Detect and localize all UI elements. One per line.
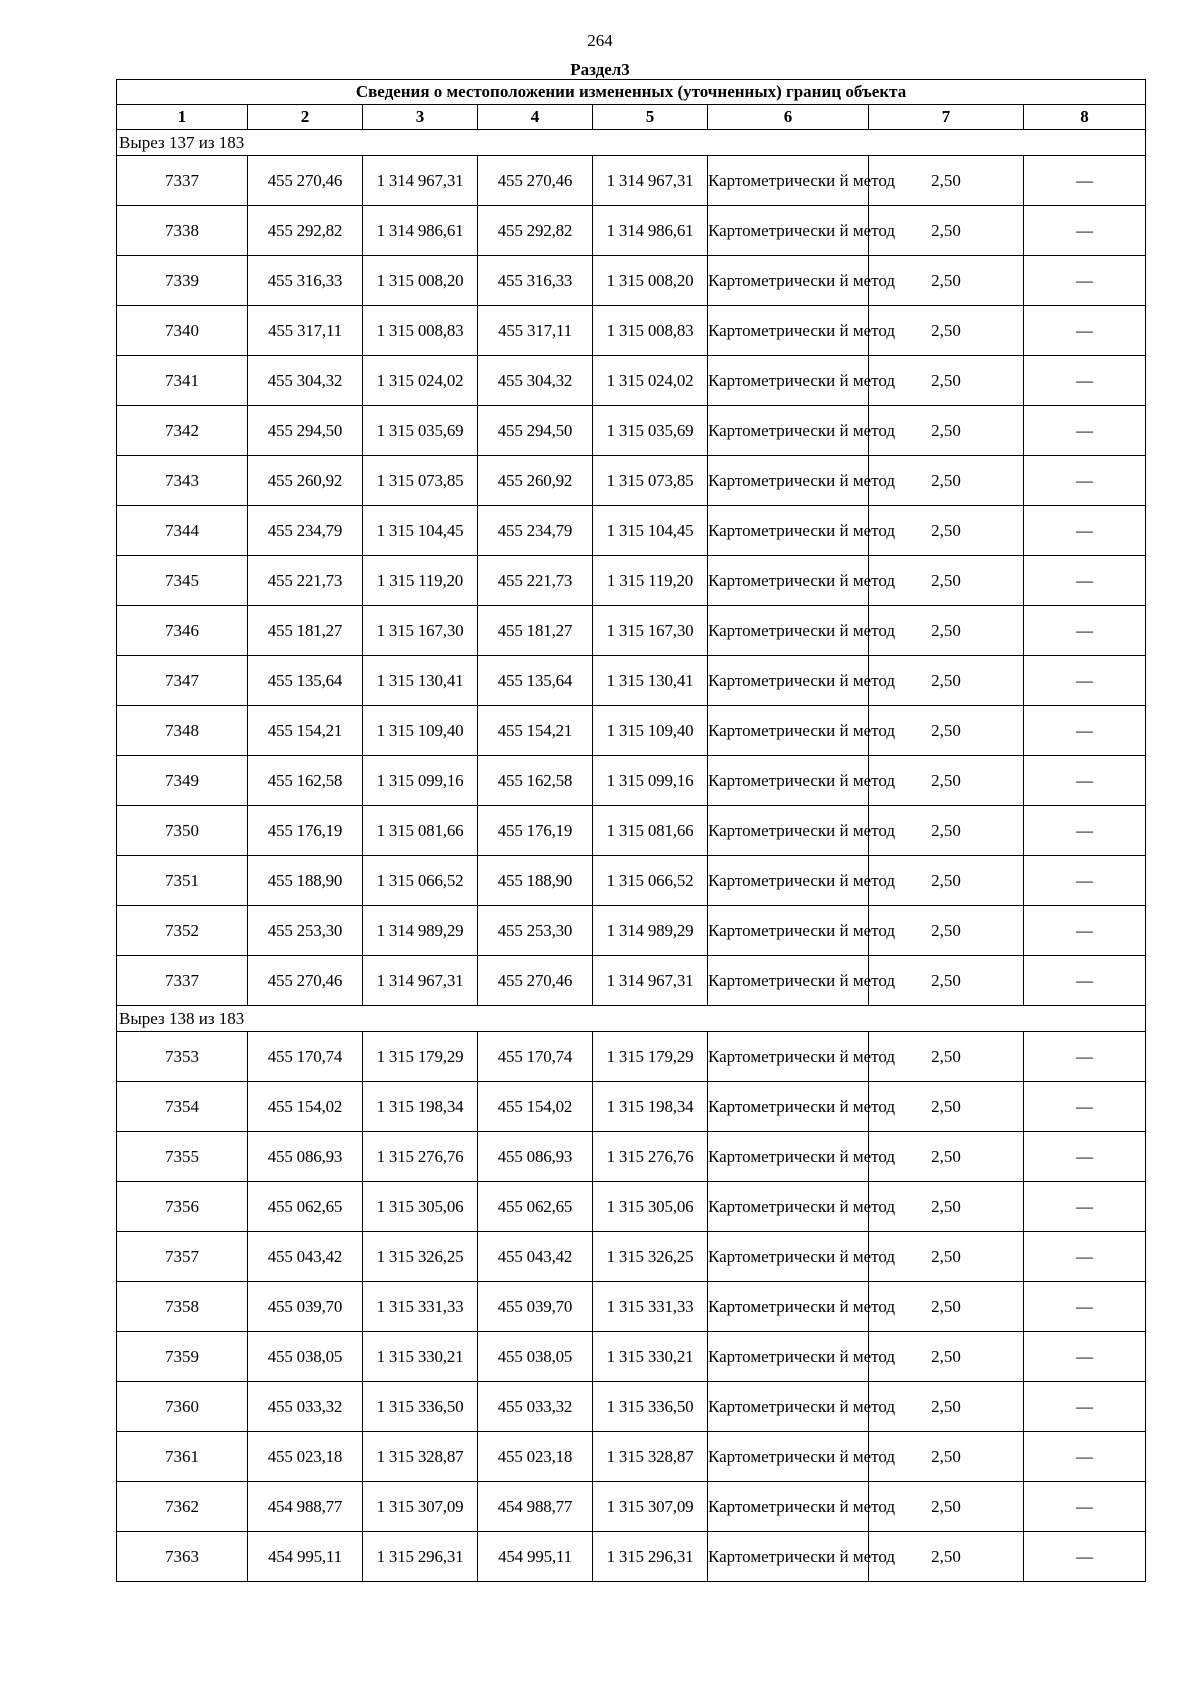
note-cell: — — [1024, 1282, 1146, 1332]
method-cell: Картометрически й метод — [708, 706, 869, 756]
x-existing-cell: 455 039,70 — [248, 1282, 363, 1332]
table-row — [117, 856, 1146, 906]
point-number-cell: 7347 — [117, 656, 248, 706]
note-cell: — — [1024, 906, 1146, 956]
x-new-cell: 455 253,30 — [478, 906, 593, 956]
x-existing-cell: 455 253,30 — [248, 906, 363, 956]
accuracy-cell: 2,50 — [869, 756, 1024, 806]
accuracy-cell: 2,50 — [869, 656, 1024, 706]
table-row — [117, 1482, 1146, 1532]
y-new-cell: 1 315 328,87 — [593, 1432, 708, 1482]
method-cell: Картометрически й метод — [708, 1382, 869, 1432]
table-row — [117, 1382, 1146, 1432]
x-new-cell: 455 181,27 — [478, 606, 593, 656]
x-existing-cell: 455 316,33 — [248, 256, 363, 306]
x-new-cell: 455 317,11 — [478, 306, 593, 356]
x-existing-cell: 455 154,02 — [248, 1082, 363, 1132]
point-number-cell: 7359 — [117, 1332, 248, 1382]
method-cell: Картометрически й метод — [708, 1182, 869, 1232]
y-existing-cell: 1 315 109,40 — [363, 706, 478, 756]
table-row — [117, 356, 1146, 406]
note-cell: — — [1024, 1432, 1146, 1482]
x-existing-cell: 454 988,77 — [248, 1482, 363, 1532]
method-cell: Картометрически й метод — [708, 556, 869, 606]
method-cell: Картометрически й метод — [708, 506, 869, 556]
table-row — [117, 1282, 1146, 1332]
group-header-row — [117, 1006, 1146, 1032]
table-caption-row — [117, 80, 1146, 105]
x-existing-cell: 455 135,64 — [248, 656, 363, 706]
method-cell: Картометрически й метод — [708, 856, 869, 906]
x-new-cell: 455 316,33 — [478, 256, 593, 306]
note-cell: — — [1024, 1482, 1146, 1532]
note-cell: — — [1024, 956, 1146, 1006]
method-cell: Картометрически й метод — [708, 756, 869, 806]
y-existing-cell: 1 315 104,45 — [363, 506, 478, 556]
column-header: 4 — [478, 105, 593, 130]
y-new-cell: 1 315 109,40 — [593, 706, 708, 756]
x-new-cell: 455 304,32 — [478, 356, 593, 406]
accuracy-cell: 2,50 — [869, 1182, 1024, 1232]
note-cell: — — [1024, 856, 1146, 906]
y-new-cell: 1 315 024,02 — [593, 356, 708, 406]
accuracy-cell: 2,50 — [869, 206, 1024, 256]
method-cell: Картометрически й метод — [708, 1332, 869, 1382]
group-title: Вырез 137 из 183 — [117, 130, 1146, 156]
method-cell: Картометрически й метод — [708, 1232, 869, 1282]
x-existing-cell: 455 038,05 — [248, 1332, 363, 1382]
y-existing-cell: 1 315 296,31 — [363, 1532, 478, 1582]
accuracy-cell: 2,50 — [869, 906, 1024, 956]
y-existing-cell: 1 315 099,16 — [363, 756, 478, 806]
method-cell: Картометрически й метод — [708, 156, 869, 206]
note-cell: — — [1024, 406, 1146, 456]
table-row — [117, 1032, 1146, 1082]
y-existing-cell: 1 315 066,52 — [363, 856, 478, 906]
note-cell: — — [1024, 1532, 1146, 1582]
y-existing-cell: 1 315 328,87 — [363, 1432, 478, 1482]
point-number-cell: 7338 — [117, 206, 248, 256]
y-new-cell: 1 315 330,21 — [593, 1332, 708, 1382]
accuracy-cell: 2,50 — [869, 406, 1024, 456]
y-existing-cell: 1 314 986,61 — [363, 206, 478, 256]
y-new-cell: 1 315 008,20 — [593, 256, 708, 306]
y-new-cell: 1 315 276,76 — [593, 1132, 708, 1182]
point-number-cell: 7352 — [117, 906, 248, 956]
point-number-cell: 7361 — [117, 1432, 248, 1482]
x-new-cell: 455 154,02 — [478, 1082, 593, 1132]
accuracy-cell: 2,50 — [869, 1532, 1024, 1582]
y-existing-cell: 1 315 081,66 — [363, 806, 478, 856]
accuracy-cell: 2,50 — [869, 156, 1024, 206]
y-new-cell: 1 315 130,41 — [593, 656, 708, 706]
x-new-cell: 455 270,46 — [478, 956, 593, 1006]
accuracy-cell: 2,50 — [869, 1132, 1024, 1182]
y-existing-cell: 1 315 008,20 — [363, 256, 478, 306]
x-new-cell: 455 292,82 — [478, 206, 593, 256]
table-row — [117, 456, 1146, 506]
note-cell: — — [1024, 656, 1146, 706]
y-new-cell: 1 315 167,30 — [593, 606, 708, 656]
y-existing-cell: 1 315 198,34 — [363, 1082, 478, 1132]
table-row — [117, 1532, 1146, 1582]
table-row — [117, 1182, 1146, 1232]
table-row — [117, 806, 1146, 856]
x-existing-cell: 455 162,58 — [248, 756, 363, 806]
point-number-cell: 7360 — [117, 1382, 248, 1432]
x-existing-cell: 455 304,32 — [248, 356, 363, 406]
x-new-cell: 455 260,92 — [478, 456, 593, 506]
method-cell: Картометрически й метод — [708, 806, 869, 856]
column-header: 7 — [869, 105, 1024, 130]
column-header: 5 — [593, 105, 708, 130]
y-new-cell: 1 315 073,85 — [593, 456, 708, 506]
x-existing-cell: 455 033,32 — [248, 1382, 363, 1432]
accuracy-cell: 2,50 — [869, 1232, 1024, 1282]
point-number-cell: 7343 — [117, 456, 248, 506]
x-existing-cell: 455 176,19 — [248, 806, 363, 856]
group-header-row — [117, 130, 1146, 156]
accuracy-cell: 2,50 — [869, 1482, 1024, 1532]
x-new-cell: 455 270,46 — [478, 156, 593, 206]
column-header: 3 — [363, 105, 478, 130]
point-number-cell: 7354 — [117, 1082, 248, 1132]
note-cell: — — [1024, 356, 1146, 406]
note-cell: — — [1024, 206, 1146, 256]
y-existing-cell: 1 315 336,50 — [363, 1382, 478, 1432]
x-existing-cell: 455 270,46 — [248, 956, 363, 1006]
y-new-cell: 1 315 081,66 — [593, 806, 708, 856]
y-existing-cell: 1 314 967,31 — [363, 956, 478, 1006]
y-existing-cell: 1 315 307,09 — [363, 1482, 478, 1532]
x-existing-cell: 455 062,65 — [248, 1182, 363, 1232]
column-header: 1 — [117, 105, 248, 130]
y-new-cell: 1 315 099,16 — [593, 756, 708, 806]
y-new-cell: 1 315 066,52 — [593, 856, 708, 906]
table-row — [117, 756, 1146, 806]
point-number-cell: 7350 — [117, 806, 248, 856]
y-existing-cell: 1 315 073,85 — [363, 456, 478, 506]
method-cell: Картометрически й метод — [708, 1132, 869, 1182]
y-existing-cell: 1 315 331,33 — [363, 1282, 478, 1332]
accuracy-cell: 2,50 — [869, 506, 1024, 556]
y-new-cell: 1 315 307,09 — [593, 1482, 708, 1532]
method-cell: Картометрически й метод — [708, 256, 869, 306]
x-new-cell: 455 188,90 — [478, 856, 593, 906]
accuracy-cell: 2,50 — [869, 706, 1024, 756]
note-cell: — — [1024, 1232, 1146, 1282]
y-existing-cell: 1 314 989,29 — [363, 906, 478, 956]
method-cell: Картометрически й метод — [708, 356, 869, 406]
x-new-cell: 455 162,58 — [478, 756, 593, 806]
point-number-cell: 7357 — [117, 1232, 248, 1282]
table-row — [117, 1332, 1146, 1382]
note-cell: — — [1024, 156, 1146, 206]
x-new-cell: 455 170,74 — [478, 1032, 593, 1082]
accuracy-cell: 2,50 — [869, 1382, 1024, 1432]
y-existing-cell: 1 315 305,06 — [363, 1182, 478, 1232]
note-cell: — — [1024, 1182, 1146, 1232]
x-existing-cell: 455 260,92 — [248, 456, 363, 506]
method-cell: Картометрически й метод — [708, 1282, 869, 1332]
accuracy-cell: 2,50 — [869, 806, 1024, 856]
x-new-cell: 455 039,70 — [478, 1282, 593, 1332]
accuracy-cell: 2,50 — [869, 1282, 1024, 1332]
y-new-cell: 1 315 305,06 — [593, 1182, 708, 1232]
note-cell: — — [1024, 256, 1146, 306]
note-cell: — — [1024, 606, 1146, 656]
boundary-table — [116, 79, 1146, 1582]
x-existing-cell: 455 317,11 — [248, 306, 363, 356]
method-cell: Картометрически й метод — [708, 1532, 869, 1582]
table-row — [117, 706, 1146, 756]
point-number-cell: 7342 — [117, 406, 248, 456]
accuracy-cell: 2,50 — [869, 1332, 1024, 1382]
note-cell: — — [1024, 806, 1146, 856]
x-existing-cell: 455 086,93 — [248, 1132, 363, 1182]
y-existing-cell: 1 315 330,21 — [363, 1332, 478, 1382]
table-row — [117, 206, 1146, 256]
table-row — [117, 656, 1146, 706]
accuracy-cell: 2,50 — [869, 1432, 1024, 1482]
point-number-cell: 7337 — [117, 956, 248, 1006]
y-new-cell: 1 315 326,25 — [593, 1232, 708, 1282]
x-new-cell: 455 043,42 — [478, 1232, 593, 1282]
x-existing-cell: 454 995,11 — [248, 1532, 363, 1582]
method-cell: Картометрически й метод — [708, 606, 869, 656]
note-cell: — — [1024, 1382, 1146, 1432]
y-new-cell: 1 315 198,34 — [593, 1082, 708, 1132]
point-number-cell: 7363 — [117, 1532, 248, 1582]
table-caption: Сведения о местоположении измененных (уточненных) границ объекта — [117, 80, 1146, 105]
column-header: 8 — [1024, 105, 1146, 130]
note-cell: — — [1024, 1082, 1146, 1132]
y-new-cell: 1 315 104,45 — [593, 506, 708, 556]
method-cell: Картометрически й метод — [708, 656, 869, 706]
x-existing-cell: 455 270,46 — [248, 156, 363, 206]
x-existing-cell: 455 221,73 — [248, 556, 363, 606]
note-cell: — — [1024, 506, 1146, 556]
point-number-cell: 7345 — [117, 556, 248, 606]
accuracy-cell: 2,50 — [869, 1032, 1024, 1082]
y-existing-cell: 1 315 024,02 — [363, 356, 478, 406]
y-new-cell: 1 314 967,31 — [593, 156, 708, 206]
x-new-cell: 455 294,50 — [478, 406, 593, 456]
x-new-cell: 455 135,64 — [478, 656, 593, 706]
x-existing-cell: 455 188,90 — [248, 856, 363, 906]
table-row — [117, 506, 1146, 556]
x-new-cell: 455 033,32 — [478, 1382, 593, 1432]
y-new-cell: 1 315 119,20 — [593, 556, 708, 606]
accuracy-cell: 2,50 — [869, 356, 1024, 406]
accuracy-cell: 2,50 — [869, 306, 1024, 356]
table-row — [117, 156, 1146, 206]
method-cell: Картометрически й метод — [708, 456, 869, 506]
point-number-cell: 7353 — [117, 1032, 248, 1082]
x-new-cell: 455 086,93 — [478, 1132, 593, 1182]
note-cell: — — [1024, 306, 1146, 356]
x-existing-cell: 455 043,42 — [248, 1232, 363, 1282]
y-existing-cell: 1 314 967,31 — [363, 156, 478, 206]
point-number-cell: 7339 — [117, 256, 248, 306]
table-row — [117, 1232, 1146, 1282]
column-header: 6 — [708, 105, 869, 130]
note-cell: — — [1024, 1132, 1146, 1182]
point-number-cell: 7348 — [117, 706, 248, 756]
x-new-cell: 455 234,79 — [478, 506, 593, 556]
table-row — [117, 256, 1146, 306]
accuracy-cell: 2,50 — [869, 556, 1024, 606]
x-new-cell: 455 023,18 — [478, 1432, 593, 1482]
method-cell: Картометрически й метод — [708, 906, 869, 956]
method-cell: Картометрически й метод — [708, 956, 869, 1006]
point-number-cell: 7344 — [117, 506, 248, 556]
column-header: 2 — [248, 105, 363, 130]
accuracy-cell: 2,50 — [869, 1082, 1024, 1132]
note-cell: — — [1024, 1032, 1146, 1082]
accuracy-cell: 2,50 — [869, 456, 1024, 506]
table-row — [117, 956, 1146, 1006]
y-existing-cell: 1 315 035,69 — [363, 406, 478, 456]
y-new-cell: 1 314 989,29 — [593, 906, 708, 956]
point-number-cell: 7362 — [117, 1482, 248, 1532]
point-number-cell: 7341 — [117, 356, 248, 406]
y-new-cell: 1 315 296,31 — [593, 1532, 708, 1582]
y-new-cell: 1 315 336,50 — [593, 1382, 708, 1432]
y-new-cell: 1 314 986,61 — [593, 206, 708, 256]
x-existing-cell: 455 023,18 — [248, 1432, 363, 1482]
x-existing-cell: 455 294,50 — [248, 406, 363, 456]
group-title: Вырез 138 из 183 — [117, 1006, 1146, 1032]
point-number-cell: 7349 — [117, 756, 248, 806]
column-header-row — [117, 105, 1146, 130]
note-cell: — — [1024, 706, 1146, 756]
y-new-cell: 1 315 035,69 — [593, 406, 708, 456]
point-number-cell: 7351 — [117, 856, 248, 906]
y-new-cell: 1 314 967,31 — [593, 956, 708, 1006]
point-number-cell: 7346 — [117, 606, 248, 656]
table-row — [117, 306, 1146, 356]
x-existing-cell: 455 234,79 — [248, 506, 363, 556]
method-cell: Картометрически й метод — [708, 1482, 869, 1532]
method-cell: Картометрически й метод — [708, 1082, 869, 1132]
point-number-cell: 7356 — [117, 1182, 248, 1232]
x-new-cell: 454 995,11 — [478, 1532, 593, 1582]
section-title: Раздел3 — [570, 60, 630, 79]
note-cell: — — [1024, 556, 1146, 606]
y-existing-cell: 1 315 179,29 — [363, 1032, 478, 1082]
table-row — [117, 1132, 1146, 1182]
point-number-cell: 7340 — [117, 306, 248, 356]
x-new-cell: 455 154,21 — [478, 706, 593, 756]
accuracy-cell: 2,50 — [869, 606, 1024, 656]
y-existing-cell: 1 315 276,76 — [363, 1132, 478, 1182]
y-existing-cell: 1 315 167,30 — [363, 606, 478, 656]
x-existing-cell: 455 154,21 — [248, 706, 363, 756]
accuracy-cell: 2,50 — [869, 856, 1024, 906]
table-row — [117, 606, 1146, 656]
table-row — [117, 1082, 1146, 1132]
page-number: 264 — [587, 31, 613, 50]
accuracy-cell: 2,50 — [869, 956, 1024, 1006]
x-new-cell: 455 038,05 — [478, 1332, 593, 1382]
point-number-cell: 7355 — [117, 1132, 248, 1182]
y-new-cell: 1 315 179,29 — [593, 1032, 708, 1082]
y-existing-cell: 1 315 130,41 — [363, 656, 478, 706]
x-new-cell: 455 062,65 — [478, 1182, 593, 1232]
y-new-cell: 1 315 331,33 — [593, 1282, 708, 1332]
note-cell: — — [1024, 756, 1146, 806]
x-new-cell: 454 988,77 — [478, 1482, 593, 1532]
x-new-cell: 455 221,73 — [478, 556, 593, 606]
table-row — [117, 1432, 1146, 1482]
method-cell: Картометрически й метод — [708, 1432, 869, 1482]
method-cell: Картометрически й метод — [708, 206, 869, 256]
y-new-cell: 1 315 008,83 — [593, 306, 708, 356]
y-existing-cell: 1 315 008,83 — [363, 306, 478, 356]
method-cell: Картометрически й метод — [708, 406, 869, 456]
y-existing-cell: 1 315 326,25 — [363, 1232, 478, 1282]
x-new-cell: 455 176,19 — [478, 806, 593, 856]
note-cell: — — [1024, 1332, 1146, 1382]
method-cell: Картометрически й метод — [708, 306, 869, 356]
x-existing-cell: 455 181,27 — [248, 606, 363, 656]
table-body — [117, 130, 1146, 1582]
accuracy-cell: 2,50 — [869, 256, 1024, 306]
x-existing-cell: 455 292,82 — [248, 206, 363, 256]
table-row — [117, 906, 1146, 956]
method-cell: Картометрически й метод — [708, 1032, 869, 1082]
point-number-cell: 7337 — [117, 156, 248, 206]
point-number-cell: 7358 — [117, 1282, 248, 1332]
y-existing-cell: 1 315 119,20 — [363, 556, 478, 606]
table-row — [117, 556, 1146, 606]
x-existing-cell: 455 170,74 — [248, 1032, 363, 1082]
table-row — [117, 406, 1146, 456]
note-cell: — — [1024, 456, 1146, 506]
